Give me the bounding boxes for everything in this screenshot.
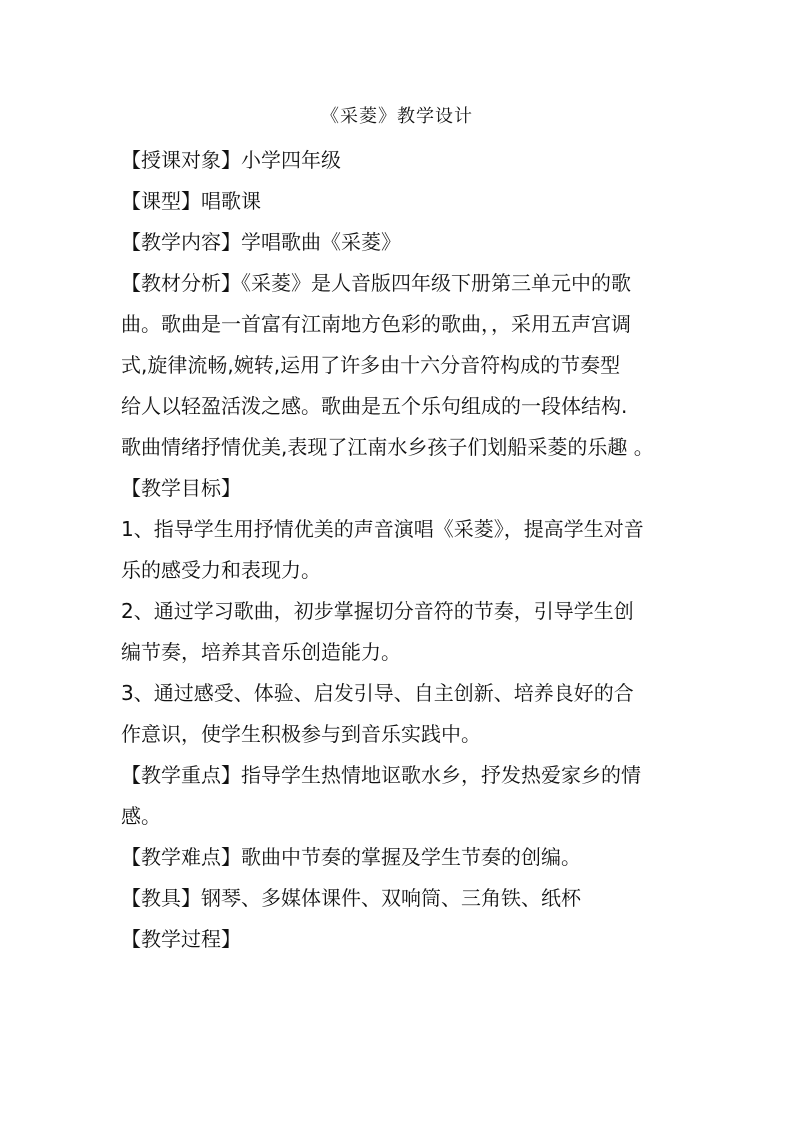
paragraph-lesson-type xyxy=(121,181,673,222)
text-line: 【教学内容】学唱歌曲《采菱》 xyxy=(121,230,401,254)
text-line: 作意识，使学生积极参与到音乐实践中。 xyxy=(121,722,481,746)
text-line: 【授课对象】小学四年级 xyxy=(121,148,341,172)
document-title: 《采菱》教学设计 xyxy=(321,106,473,127)
document-body xyxy=(121,140,673,960)
text-line: 【教学重点】指导学生热情地讴歌水乡，抒发热爱家乡的情 xyxy=(121,763,641,787)
text-line: 编节奏，培养其音乐创造能力。 xyxy=(121,640,401,664)
text-line: 【教学目标】 xyxy=(121,476,241,500)
paragraph-goal-2 xyxy=(121,591,673,673)
text-line: 1、指导学生用抒情优美的声音演唱《采菱》，提高学生对音 xyxy=(121,517,644,541)
text-line: 式,旋律流畅,婉转,运用了许多由十六分音符构成的节奏型 xyxy=(121,353,621,377)
text-line: 【教学过程】 xyxy=(121,927,241,951)
text-line: 3、通过感受、体验、启发引导、自主创新、培养良好的合 xyxy=(121,681,634,705)
paragraph-key-points xyxy=(121,755,673,837)
text-line: 给人以轻盈活泼之感。歌曲是五个乐句组成的一段体结构. xyxy=(121,394,628,418)
text-line: 感。 xyxy=(121,804,161,828)
text-line: 乐的感受力和表现力。 xyxy=(121,558,321,582)
paragraph-goal-3 xyxy=(121,673,673,755)
text-line: 【课型】唱歌课 xyxy=(121,189,261,213)
text-line: 曲。歌曲是一首富有江南地方色彩的歌曲，，采用五声宫调 xyxy=(121,312,631,336)
paragraph-teaching-target xyxy=(121,140,673,181)
text-line: 2、通过学习歌曲，初步掌握切分音符的节奏，引导学生创 xyxy=(121,599,634,623)
text-line: 【教具】钢琴、多媒体课件、双响筒、三角铁、纸杯 xyxy=(121,886,581,910)
paragraph-teaching-aids xyxy=(121,878,673,919)
text-line: 歌曲情绪抒情优美,表现了江南水乡孩子们划船采菱的乐趣 。 xyxy=(121,435,654,459)
paragraph-material-analysis xyxy=(121,263,673,468)
paragraph-teaching-content xyxy=(121,222,673,263)
paragraph-goal-1 xyxy=(121,509,673,591)
text-line: 【教材分析】《采菱》是人音版四年级下册第三单元中的歌 xyxy=(121,271,631,295)
paragraph-difficulties xyxy=(121,837,673,878)
text-line: 【教学难点】歌曲中节奏的掌握及学生节奏的创编。 xyxy=(121,845,581,869)
paragraph-teaching-process-heading xyxy=(121,919,673,960)
paragraph-teaching-goals-heading xyxy=(121,468,673,509)
